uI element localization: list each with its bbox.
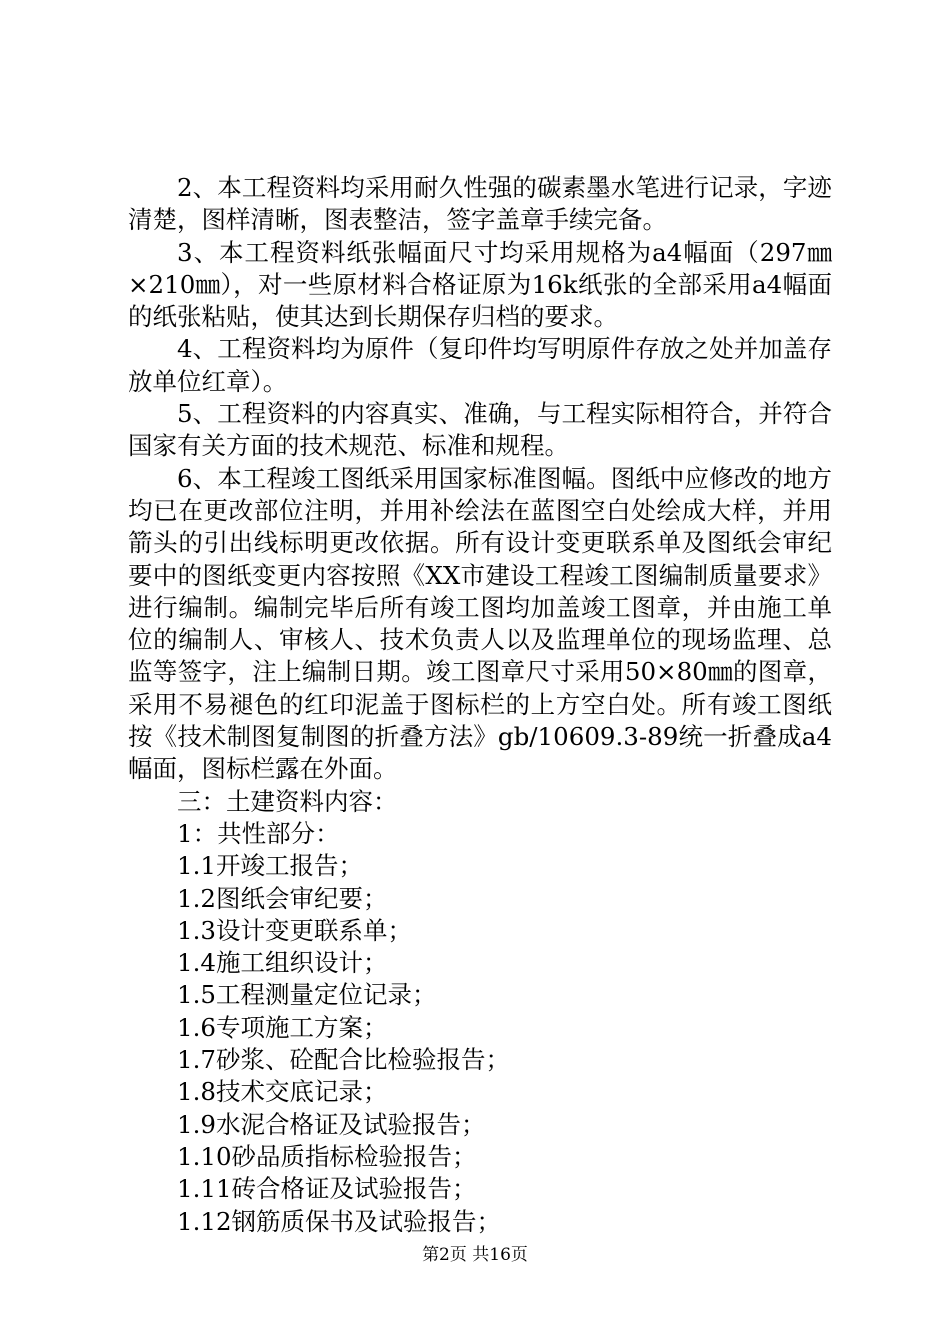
- list-item: 1.12钢筋质保书及试验报告；: [177, 1206, 502, 1236]
- paragraph-4: 4、工程资料均为原件（复印件均写明原件存放之处并加盖存放单位红章）。: [128, 334, 832, 396]
- list-item: 1.7砂浆、砼配合比检验报告；: [177, 1045, 510, 1075]
- paragraph-3: 3、本工程资料纸张幅面尺寸均采用规格为a4幅面（297㎜×210㎜），对一些原材料合格证原为16k纸张的全部采用a4幅面的纸张粘贴，使其达到长期保存归档的要求。: [128, 237, 832, 332]
- document-body: [128, 172, 832, 1238]
- list-item: 1.6专项施工方案；: [177, 1012, 388, 1042]
- list-item: 1.9水泥合格证及试验报告；: [177, 1109, 486, 1139]
- page-footer: 第2页 共16页: [422, 1245, 528, 1265]
- subsection-heading: 1：共性部分：: [177, 818, 340, 848]
- list-item: 1.4施工组织设计；: [177, 948, 388, 978]
- list-item: 1.1开竣工报告；: [177, 851, 363, 881]
- section-heading: 三：土建资料内容：: [177, 786, 398, 816]
- list-item: 1.11砖合格证及试验报告；: [177, 1174, 477, 1204]
- list-item: 1.2图纸会审纪要；: [177, 883, 388, 913]
- paragraph-6: 6、本工程竣工图纸采用国家标准图幅。图纸中应修改的地方均已在更改部位注明，并用补绘法在蓝图空白处绘成大样，并用箭头的引出线标明更改依据。所有设计变更联系单及图纸会审纪要中的图纸变更内容按照《XX市建设工程竣工图编制质量要求》进行编制。编制完毕后所有竣工图均加盖竣工图章，并由施工单位的编制人、审核人、技术负责人以及监理单位的现场监理、总监等签字，注上编制日期。竣工图章尺寸采用50×80㎜的图章，采用不易褪色的红印泥盖于图标栏的上方空白处。所有竣工图纸按《技术制图复制图的折叠方法》gb/10609.3-89统一折叠成a4幅面，图标栏露在外面。: [128, 463, 832, 784]
- paragraph-5: 5、工程资料的内容真实、准确，与工程实际相符合，并符合国家有关方面的技术规范、标准和规程。: [128, 399, 832, 461]
- paragraph-2: 2、本工程资料均采用耐久性强的碳素墨水笔进行记录，字迹清楚，图样清晰，图表整洁，签字盖章手续完备。: [128, 173, 832, 235]
- list-item: 1.10砂品质指标检验报告；: [177, 1141, 477, 1171]
- list-item: 1.3设计变更联系单；: [177, 915, 412, 945]
- list-item: 1.5工程测量定位记录；: [177, 980, 437, 1010]
- list-item: 1.8技术交底记录；: [177, 1077, 388, 1107]
